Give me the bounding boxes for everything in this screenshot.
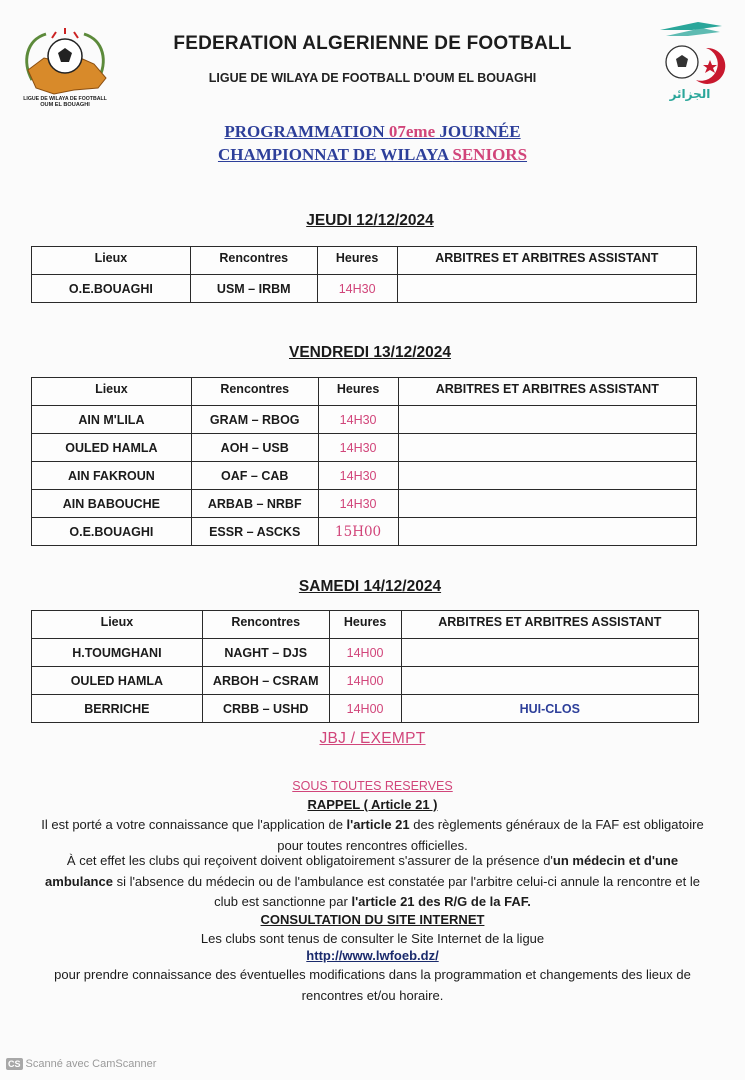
faf-logo <box>652 16 728 102</box>
match-rencontre: NAGHT – DJS <box>202 639 329 667</box>
match-heure: 14H00 <box>329 667 401 695</box>
match-heure: 14H30 <box>318 490 398 518</box>
match-arbitres <box>398 518 696 546</box>
col-rencontres: Rencontres <box>202 611 329 639</box>
rappel-heading: RAPPEL ( Article 21 ) <box>307 797 438 812</box>
col-lieux: Lieux <box>32 247 191 275</box>
match-lieu: OULED HAMLA <box>32 667 203 695</box>
schedule-table-samedi <box>31 610 699 723</box>
match-arbitres <box>398 434 696 462</box>
match-rencontre: ARBOH – CSRAM <box>202 667 329 695</box>
col-heures: Heures <box>318 378 398 406</box>
match-rencontre: USM – IRBM <box>190 275 317 303</box>
match-arbitres-note: HUI-CLOS <box>401 695 698 723</box>
match-arbitres <box>401 639 698 667</box>
federation-title: FEDERATION ALGERIENNE DE FOOTBALL <box>173 33 572 54</box>
table-row <box>32 518 697 546</box>
match-lieu: AIN BABOUCHE <box>32 490 192 518</box>
match-heure: 14H30 <box>317 275 397 303</box>
match-heure: 14H00 <box>329 695 401 723</box>
match-rencontre: CRBB – USHD <box>202 695 329 723</box>
col-rencontres: Rencontres <box>191 378 318 406</box>
match-heure: 14H00 <box>329 639 401 667</box>
table-row <box>32 639 699 667</box>
table-row <box>32 667 699 695</box>
schedule-table-vendredi <box>31 377 697 546</box>
camscanner-icon: CS <box>8 1059 21 1070</box>
match-arbitres <box>397 275 696 303</box>
table-row <box>32 462 697 490</box>
consultation-text: Les clubs sont tenus de consulter le Site Internet de la ligue <box>200 931 545 946</box>
col-heures: Heures <box>329 611 401 639</box>
match-heure: 14H30 <box>318 406 398 434</box>
col-lieux: Lieux <box>32 378 192 406</box>
col-arbitres: ARBITRES ET ARBITRES ASSISTANT <box>397 247 696 275</box>
table-row <box>32 406 697 434</box>
day-title-samedi: SAMEDI 14/12/2024 <box>298 578 442 595</box>
rappel-paragraph-1: Il est porté a votre connaissance que l'application de l'article 21 des règlements généraux de la FAF est obligatoire pour toutes rencontres officielles. <box>41 817 704 853</box>
col-rencontres: Rencontres <box>190 247 317 275</box>
match-lieu: AIN FAKROUN <box>32 462 192 490</box>
match-heure: 14H30 <box>318 462 398 490</box>
match-arbitres <box>398 462 696 490</box>
sous-reserves: SOUS TOUTES RESERVES <box>292 779 453 793</box>
exempt-note: JBJ / EXEMPT <box>319 730 426 747</box>
final-paragraph: pour prendre connaissance des éventuelles modifications dans la programmation et changements des lieux de rencontres et/ou horaire. <box>54 967 691 1003</box>
match-rencontre: GRAM – RBOG <box>191 406 318 434</box>
rappel-paragraph-2: À cet effet les clubs qui reçoivent doivent obligatoirement s'assurer de la présence d'un médecin et d'une ambulance si l'absence du médecin ou de l'ambulance est constatée par l'arbitre celui-ci annule la rencontre et le club est sanctionne par l'article 21 des R/G de la FAF. <box>45 853 700 909</box>
match-arbitres <box>398 490 696 518</box>
match-rencontre: OAF – CAB <box>191 462 318 490</box>
svg-text:LIGUE DE WILAYA DE FOOTBALL: LIGUE DE WILAYA DE FOOTBALL <box>23 96 107 102</box>
match-lieu: OULED HAMLA <box>32 434 192 462</box>
table-row <box>32 490 697 518</box>
match-lieu: BERRICHE <box>32 695 203 723</box>
schedule-table-jeudi <box>31 246 697 303</box>
match-lieu: H.TOUMGHANI <box>32 639 203 667</box>
match-heure: 15H00 <box>318 518 398 546</box>
match-heure: 14H30 <box>318 434 398 462</box>
col-arbitres: ARBITRES ET ARBITRES ASSISTANT <box>398 378 696 406</box>
match-rencontre: ESSR – ASCKS <box>191 518 318 546</box>
day-title-jeudi: JEUDI 12/12/2024 <box>306 212 434 229</box>
match-rencontre: AOH – USB <box>191 434 318 462</box>
col-lieux: Lieux <box>32 611 203 639</box>
col-heures: Heures <box>317 247 397 275</box>
ligue-website-link[interactable]: http://www.lwfoeb.dz/ <box>306 948 439 963</box>
day-title-vendredi: VENDREDI 13/12/2024 <box>289 344 451 361</box>
match-lieu: O.E.BOUAGHI <box>32 518 192 546</box>
consultation-heading: CONSULTATION DU SITE INTERNET <box>260 912 485 927</box>
match-rencontre: ARBAB – NRBF <box>191 490 318 518</box>
programme-heading: PROGRAMMATION 07eme JOURNÉE CHAMPIONNAT DE WILAYA SENIORS <box>217 122 528 164</box>
table-row <box>32 434 697 462</box>
match-lieu: AIN M'LILA <box>32 406 192 434</box>
svg-text:OUM EL BOUAGHI: OUM EL BOUAGHI <box>40 102 90 108</box>
match-arbitres <box>398 406 696 434</box>
table-row <box>32 695 699 723</box>
match-lieu: O.E.BOUAGHI <box>32 275 191 303</box>
ligue-subtitle: LIGUE DE WILAYA DE FOOTBALL D'OUM EL BOUAGHI <box>208 71 537 85</box>
camscanner-watermark: CS Scanné avec CamScanner <box>8 1058 157 1070</box>
col-arbitres: ARBITRES ET ARBITRES ASSISTANT <box>401 611 698 639</box>
table-row <box>32 275 697 303</box>
svg-text:الجزائر: الجزائر <box>669 87 711 101</box>
match-arbitres <box>401 667 698 695</box>
